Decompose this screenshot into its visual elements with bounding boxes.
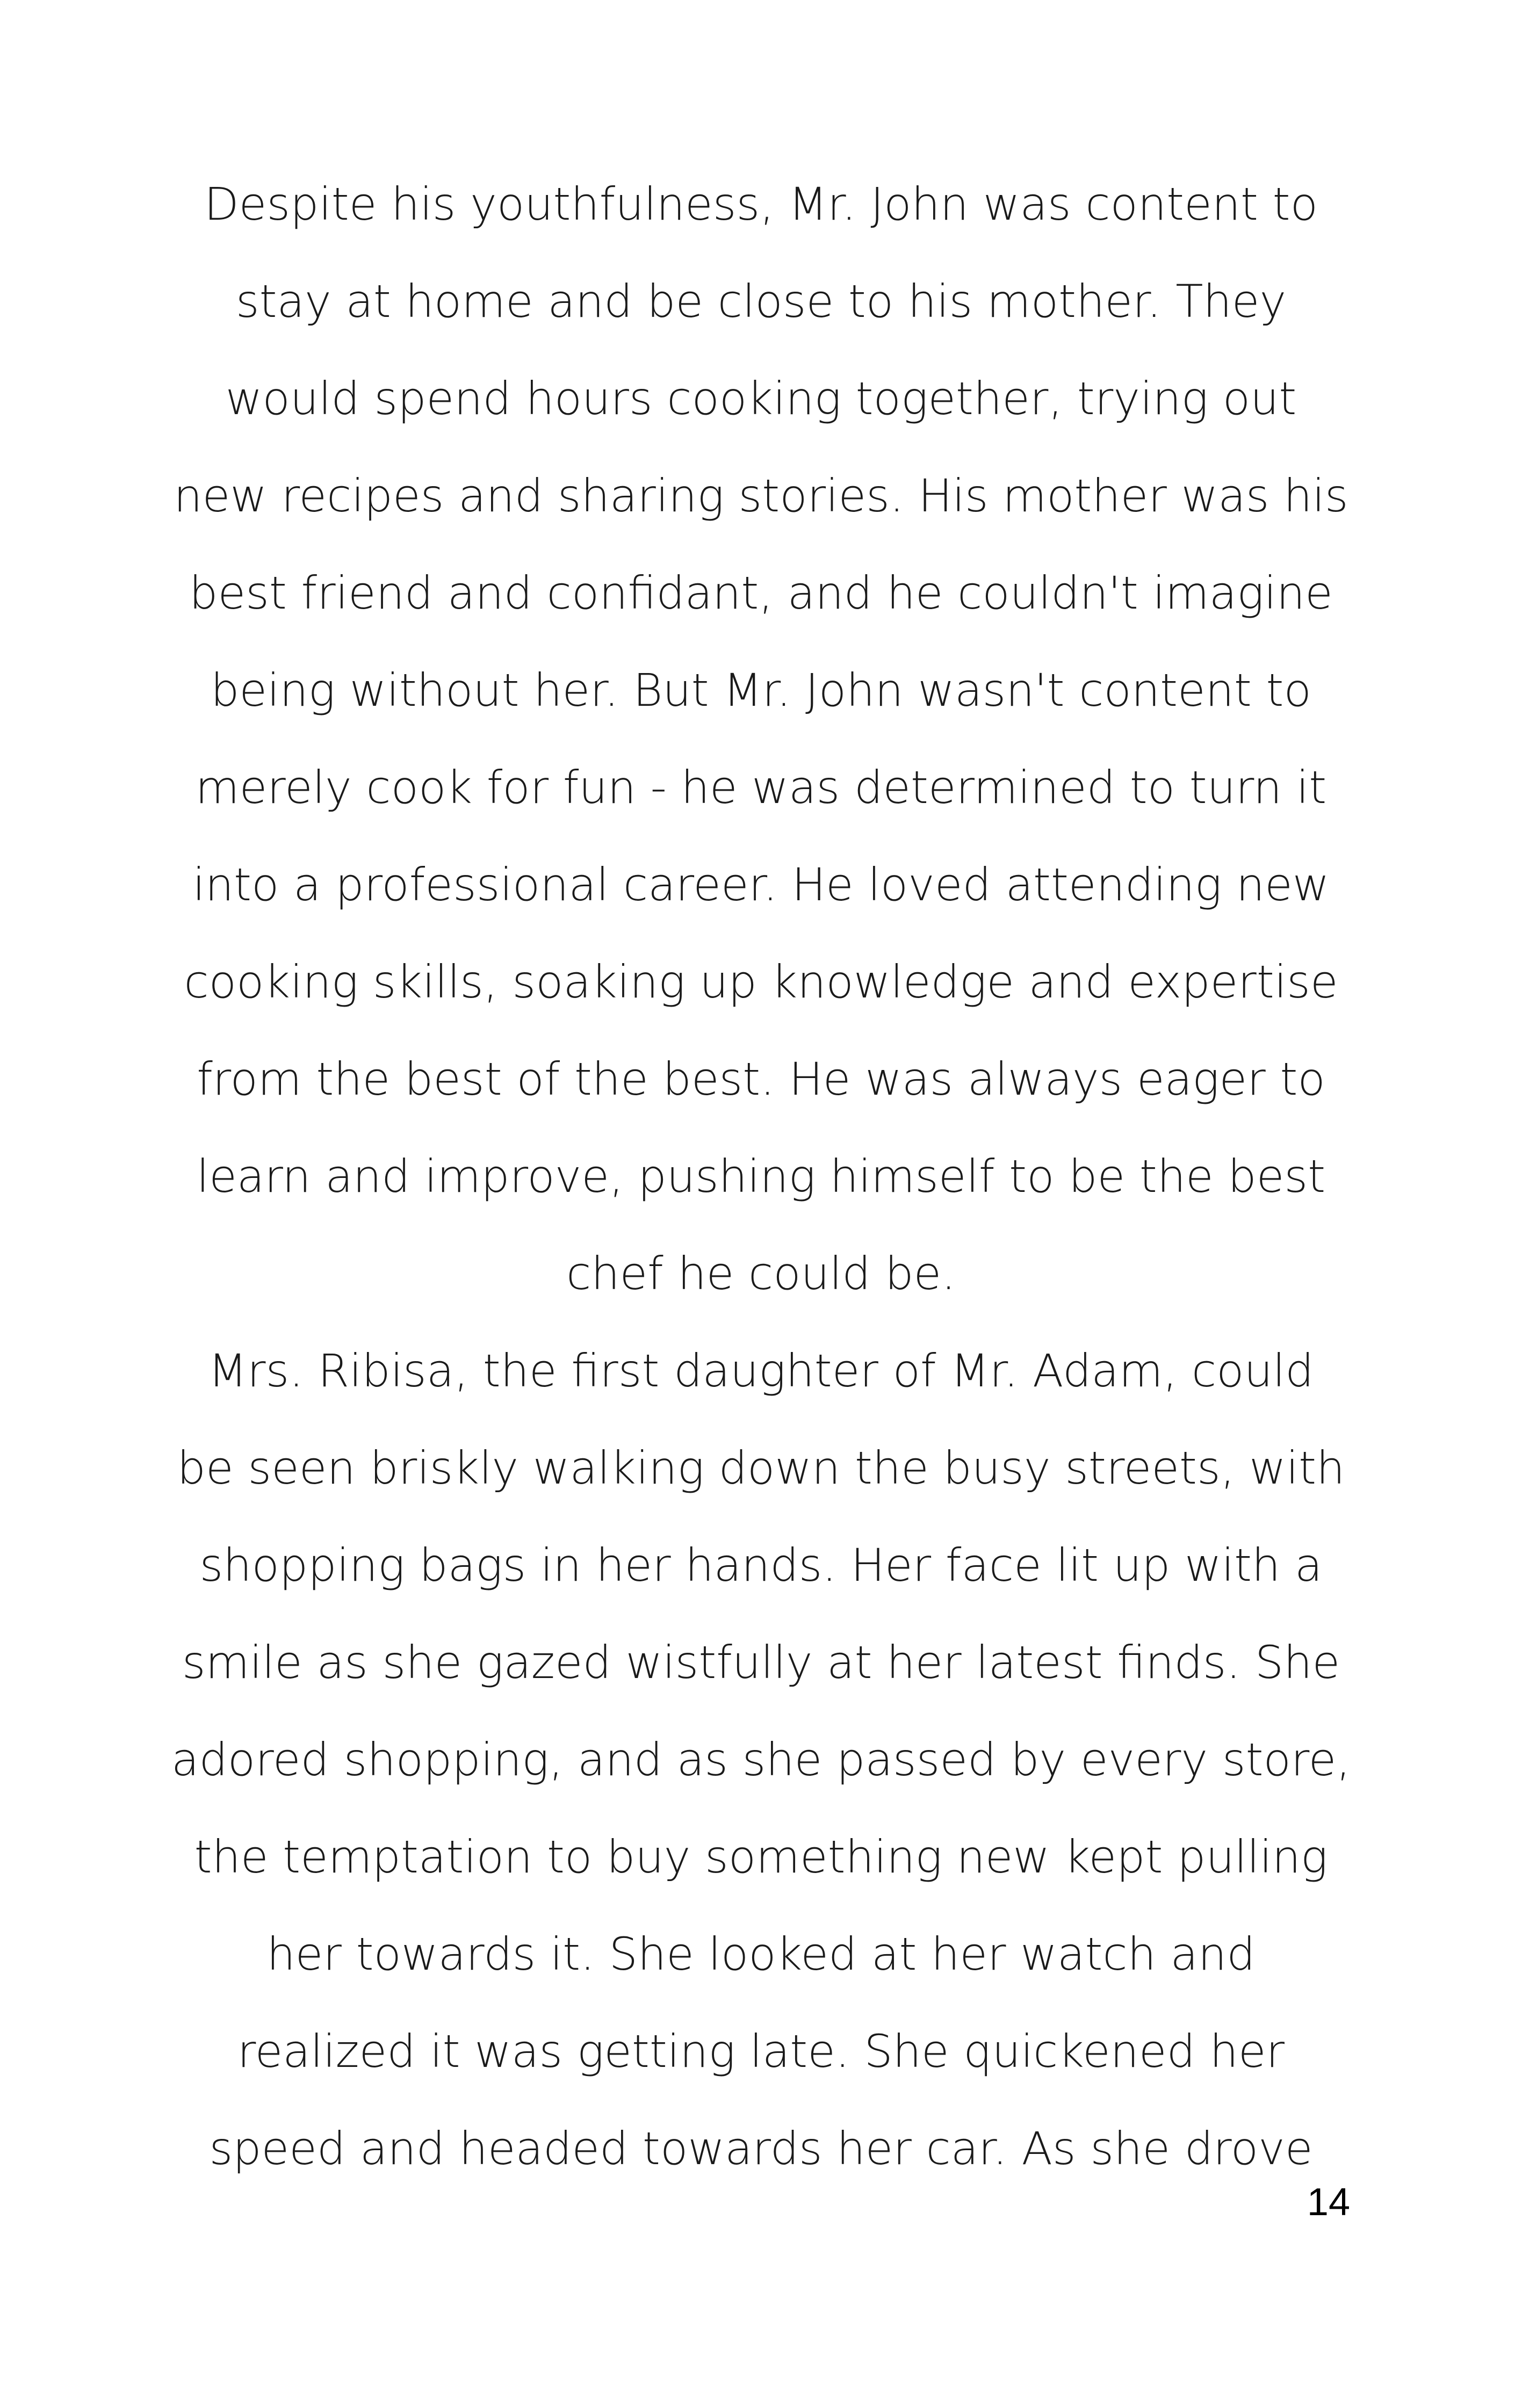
text-line: adored shopping, and as she passed by every store, bbox=[171, 1733, 1351, 1786]
text-line: chef he could be. bbox=[566, 1247, 956, 1300]
text-line: be seen briskly walking down the busy streets, with bbox=[177, 1442, 1345, 1494]
text-line: learn and improve, pushing himself to be the best bbox=[196, 1150, 1326, 1203]
text-line: cooking skills, soaking up knowledge and expertise bbox=[184, 956, 1338, 1008]
text-line: would spend hours cooking together, trying out bbox=[225, 372, 1297, 425]
text-line: from the best of the best. He was always eager to bbox=[197, 1053, 1325, 1105]
text-line: stay at home and be close to his mother. They bbox=[235, 275, 1287, 328]
body-text bbox=[129, 156, 1393, 2197]
text-line: her towards it. She looked at her watch and bbox=[266, 1928, 1256, 1980]
text-line: best friend and confidant, and he couldn't imagine bbox=[189, 567, 1333, 619]
text-line: new recipes and sharing stories. His mother was his bbox=[174, 469, 1348, 522]
text-line: shopping bags in her hands. Her face lit up with a bbox=[199, 1539, 1323, 1592]
text-line: into a professional career. He loved attending new bbox=[192, 858, 1330, 911]
text-line: the temptation to buy something new kept pulling bbox=[194, 1831, 1328, 1883]
text-line: smile as she gazed wistfully at her latest finds. She bbox=[182, 1636, 1340, 1689]
text-line: Despite his youthfulness, Mr. John was content to bbox=[204, 178, 1318, 230]
page-number: 14 bbox=[1307, 2181, 1350, 2224]
text-line: speed and headed towards her car. As she drove bbox=[209, 2122, 1313, 2175]
text-line: Mrs. Ribisa, the first daughter of Mr. Adam, could bbox=[208, 1344, 1314, 1397]
text-line: being without her. But Mr. John wasn't content to bbox=[211, 664, 1311, 717]
text-line: realized it was getting late. She quickened her bbox=[237, 2025, 1285, 2078]
text-line: merely cook for fun - he was determined to turn it bbox=[195, 761, 1327, 814]
